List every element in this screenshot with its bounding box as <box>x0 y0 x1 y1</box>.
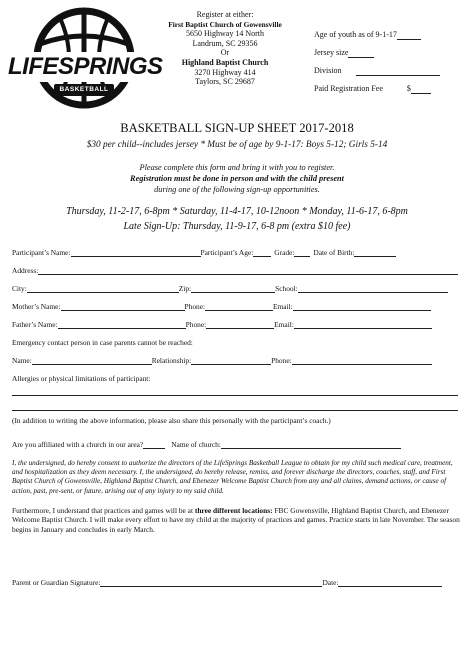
furthermore-after: FBC Gowensville, Highland Baptist Church, and Ebenezer Welcome Baptist Church. I will make every effort to have my child at the majority of practices and games. Practice starts in late November. The season begins in January and concludes in early March. <box>12 506 460 534</box>
church-name-field[interactable] <box>221 440 401 449</box>
mother-email-label: Email: <box>273 302 293 311</box>
dates-line1: Thursday, 11-2-17, 6-8pm * Saturday, 11-4-17, 10-12noon * Monday, 11-6-17, 6-8pm <box>66 206 408 217</box>
school-field[interactable] <box>298 284 448 293</box>
participant-age-label: Participant’s Age: <box>200 248 254 257</box>
church-answer-field[interactable] <box>143 440 165 449</box>
age-field[interactable] <box>397 31 421 40</box>
mother-phone-field[interactable] <box>205 302 273 311</box>
father-row <box>12 320 432 329</box>
furthermore-bold: three different locations: <box>194 506 273 515</box>
father-name-field[interactable] <box>58 320 186 329</box>
church2-name: Highland Baptist Church <box>181 57 269 67</box>
logo-submark: BASKETBALL <box>59 86 109 93</box>
register-heading: Register at either: <box>196 10 254 19</box>
furthermore-before: Furthermore, I understand that practices and games will be at <box>12 506 195 515</box>
allergies-label: Allergies or physical limitations of participant: <box>12 374 151 383</box>
fee-currency: $ <box>406 84 411 93</box>
father-email-field[interactable] <box>294 320 432 329</box>
city-label: City: <box>12 284 27 293</box>
dob-label: Date of Birth: <box>313 248 355 257</box>
page-title: BASKETBALL SIGN-UP SHEET 2017-2018 <box>120 121 354 135</box>
participant-age-field[interactable] <box>253 248 271 257</box>
emergency-heading: Emergency contact person in case parents cannot be reached: <box>12 338 193 347</box>
instruction-line2: Registration must be done in person and with the child present <box>130 174 344 183</box>
relationship-field[interactable] <box>191 356 271 365</box>
division-label: Division <box>314 66 342 75</box>
signature-field[interactable] <box>100 578 322 587</box>
fee-label: Paid Registration Fee <box>314 84 383 93</box>
church1-address1: 5650 Highway 14 North <box>186 29 264 39</box>
register-block <box>150 10 300 87</box>
allergies-row <box>12 374 150 383</box>
address-row <box>12 266 458 275</box>
emergency-name-field[interactable] <box>32 356 152 365</box>
fee-field[interactable] <box>411 85 431 94</box>
father-email-label: Email: <box>274 320 294 329</box>
instruction-line1: Please complete this form and bring it with you to register. <box>139 163 335 172</box>
signature-label: Parent or Guardian Signature: <box>12 578 101 587</box>
father-phone-label: Phone: <box>185 320 207 329</box>
jersey-label: Jersey size <box>314 48 349 57</box>
emergency-heading-row <box>12 338 193 347</box>
church2-address2: Taylors, SC 29687 <box>195 77 255 87</box>
mother-row <box>12 302 431 311</box>
zip-field[interactable] <box>191 284 275 293</box>
price-line: $30 per child--includes jersey * Must be of age by 9-1-17: Boys 5-12; Girls 5-14 <box>86 140 388 150</box>
allergies-line-2[interactable] <box>12 410 458 411</box>
grade-label: Grade: <box>274 248 295 257</box>
waiver-text: I, the undersigned, do hereby consent to authorize the directors of the LifeSprings Basketball League to obtain for my child such medical care, treatment, and hospitalization as they deem necessary. I, the undersigned, do hereby release, remiss, and forever discharge the directors, coaches, staff, and First Baptist Church of Gowensville, Highland Baptist Church, and Ebenezer Welcome Baptist Church from any and all claims, demand actions, or cause of action, past, pre-sent, or future, arising out of any injury to my said child. <box>12 459 453 495</box>
date-label: Date: <box>322 578 339 587</box>
address-field[interactable] <box>38 266 458 275</box>
logo <box>8 6 163 110</box>
relationship-label: Relationship: <box>151 356 192 365</box>
dob-field[interactable] <box>354 248 396 257</box>
emergency-phone-field[interactable] <box>292 356 432 365</box>
share-note: (In addition to writing the above information, please also share this personally with the participant’s coach.) <box>12 416 331 425</box>
church-question: Are you affiliated with a church in our area? <box>12 440 144 449</box>
mother-phone-label: Phone: <box>184 302 206 311</box>
logo-wordmark: LIFESPRINGS <box>8 53 163 80</box>
mother-email-field[interactable] <box>293 302 431 311</box>
age-label: Age of youth as of 9-1-17 <box>314 30 397 39</box>
signature-row <box>12 578 442 587</box>
dates-line2: Late Sign-Up: Thursday, 11-9-17, 6-8 pm (extra $10 fee) <box>123 221 351 232</box>
participant-name-label: Participant’s Name: <box>12 248 71 257</box>
emergency-name-label: Name: <box>12 356 32 365</box>
participant-name-field[interactable] <box>71 248 201 257</box>
zip-label: Zip: <box>178 284 192 293</box>
mother-name-label: Mother’s Name: <box>12 302 61 311</box>
church2-address1: 3270 Highway 414 <box>194 67 256 77</box>
school-label: School: <box>275 284 298 293</box>
jersey-field[interactable] <box>348 49 374 58</box>
church1-name: First Baptist Church of Gowensville <box>168 19 282 29</box>
church1-address2: Landrum, SC 29356 <box>192 38 258 48</box>
father-phone-field[interactable] <box>206 320 274 329</box>
father-name-label: Father’s Name: <box>12 320 58 329</box>
or-label: Or <box>220 48 230 58</box>
mother-name-field[interactable] <box>61 302 185 311</box>
allergies-line-1[interactable] <box>12 395 458 396</box>
furthermore-text <box>12 506 464 534</box>
emergency-phone-label: Phone: <box>271 356 292 365</box>
church-name-label: Name of church: <box>171 440 221 449</box>
participant-row <box>12 248 396 257</box>
city-row <box>12 284 448 293</box>
emergency-row <box>12 356 432 365</box>
address-label: Address: <box>12 266 39 275</box>
grade-field[interactable] <box>294 248 310 257</box>
city-field[interactable] <box>27 284 179 293</box>
instruction-line3: during one of the following sign-up opportunities. <box>154 185 320 194</box>
share-note-row <box>12 416 331 425</box>
date-field[interactable] <box>338 578 442 587</box>
church-row <box>12 440 401 449</box>
division-field[interactable] <box>356 67 440 76</box>
